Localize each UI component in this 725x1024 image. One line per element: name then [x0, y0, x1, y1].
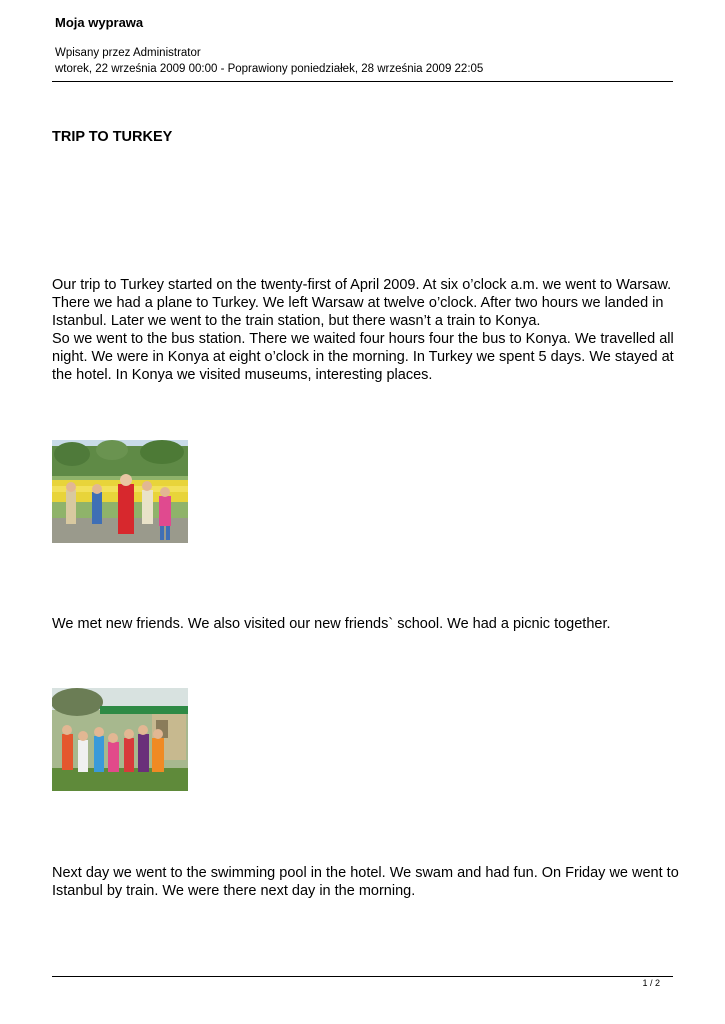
- paragraph-1: [52, 276, 682, 384]
- site-title: Moja wyprawa: [55, 15, 144, 30]
- dates-line: wtorek, 22 września 2009 00:00 - Poprawiony poniedziałek, 28 września 2009 22:05: [55, 63, 484, 75]
- page-number: 1 / 2: [642, 978, 660, 988]
- paragraph-3: Next day we went to the swimming pool in the hotel. We swam and had fun. On Friday we went to Istanbul by train. We were there next day in the morning.: [52, 865, 679, 899]
- group-photo-flowers: [52, 440, 188, 543]
- article-title: TRIP TO TURKEY: [52, 129, 173, 145]
- footer-divider: [52, 976, 673, 977]
- paragraph-1-part-1: Our trip to Turkey started on the twenty-first of April 2009. At six o’clock a.m. we went to Warsaw. There we had a plane to Turkey. We left Warsaw at twelve o’clock. After two hours we landed in Istanbul. Later we went to the train station, but there wasn’t a train to Konya.: [52, 277, 672, 329]
- author-line: Wpisany przez Administrator: [55, 47, 201, 59]
- paragraph-2: We met new friends. We also visited our new friends` school. We had a picnic together.: [52, 616, 611, 632]
- group-photo-school: [52, 688, 188, 791]
- paragraph-1-part-2: So we went to the bus station. There we waited four hours four the bus to Konya. We travelled all night. We were in Konya at eight o’clock in the morning. In Turkey we spent 5 days. We stayed at the hotel. In Konya we visited museums, interesting places.: [52, 331, 674, 383]
- header-divider: [52, 81, 673, 82]
